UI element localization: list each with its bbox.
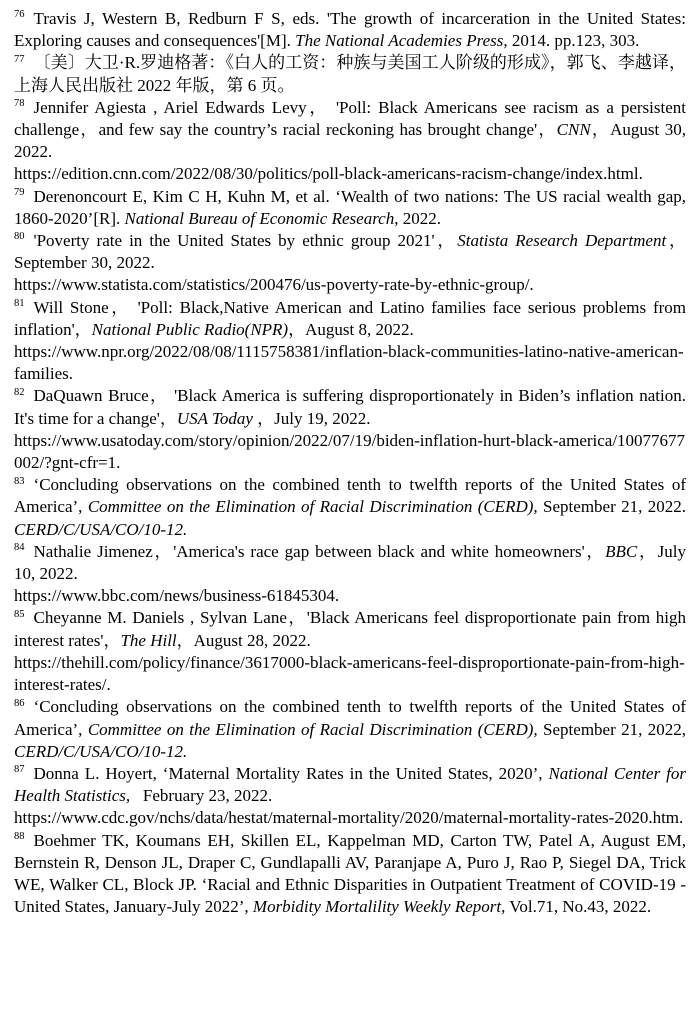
footnote-number: 76: [14, 9, 25, 21]
footnote-source-italic-text: National Bureau of Economic Research: [124, 208, 395, 228]
footnote-source-italic-text: CNN: [556, 120, 591, 140]
footnote-number: 79: [14, 186, 25, 198]
url-text: https://www.bbc.com/news/business-61845304.: [14, 586, 340, 606]
url-text: https://thehill.com/policy/finance/3617000-black-americans-feel-disproportionate-pain-from-high-interest-rates/.: [14, 652, 685, 695]
footnote-number: 77: [14, 53, 25, 65]
footnote-87: [14, 763, 686, 830]
footnote-83: [14, 474, 686, 541]
footnote-source-italic-text: Committee on the Elimination of Racial Discrimination (CERD),: [87, 719, 538, 739]
footnote-source-italic-text: Committee on the Elimination of Racial Discrimination (CERD),: [87, 497, 538, 517]
footnote-88: [14, 830, 686, 919]
footnote-84: [14, 541, 686, 608]
footnote-text: Nathalie Jimenez，'America's race gap between black and white homeowners'，: [33, 541, 606, 561]
footnote-text: ，September 30, 2022.: [14, 231, 686, 273]
footnote-82: [14, 385, 686, 474]
footnote-86: [14, 696, 686, 763]
url-text: https://www.cdc.gov/nchs/data/hestat/maternal-mortality/2020/maternal-mortality-rates-2020.htm.: [14, 808, 684, 828]
footnote-number: 81: [14, 297, 25, 309]
footnote-number: 80: [14, 231, 25, 243]
footnote-text: Will Stone， 'Poll: Black,Native American and Latino families face serious problems from inflation'，: [14, 297, 686, 339]
footnote-source-italic-text: The National Academies Press: [295, 31, 504, 51]
footnote-source-italic-text: CERD/C/USA/CO/10-12.: [14, 519, 188, 539]
footnote-number: 85: [14, 608, 25, 620]
footnote-source-italic-text: Statista Research Department: [457, 231, 667, 251]
url-text: https://www.npr.org/2022/08/08/1115758381/inflation-black-communities-latino-native-american-families.: [14, 342, 684, 384]
footnote-76: [14, 8, 686, 52]
footnote-number: 87: [14, 764, 25, 776]
footnote-source-italic-text: The Hill: [120, 630, 177, 650]
footnote-number: 83: [14, 475, 25, 487]
footnote-text: ，August 8, 2022.: [288, 319, 414, 339]
footnote-list: [14, 8, 686, 918]
footnote-81: [14, 297, 686, 386]
footnote-text: , 2014. pp.123, 303.: [503, 31, 640, 51]
footnote-text: 〔美〕大卫·R.罗迪格著：《白人的工资：种族与美国工人阶级的形成》，郭飞、李越译，上海人民出版社 2022 年版，第 6 页。: [14, 53, 686, 95]
footnote-text: Travis J, Western B, Redburn F S, eds. 'The growth of incarceration in the United States: Exploring causes and consequences'[M].: [14, 9, 686, 51]
footnote-text: ‘Concluding observations on the combined tenth to twelfth reports of the United States of America’,: [14, 475, 686, 517]
footnote-number: 86: [14, 697, 25, 709]
footnote-85: [14, 607, 686, 696]
footnote-number: 82: [14, 386, 25, 398]
footnote-text: Boehmer TK, Koumans EH, Skillen EL, Kappelman MD, Carton TW, Patel A, August EM, Bernstein R, Denson JL, Draper C, Gundlapalli AV, Paranjape A, Puro J, Rao P, Siegel DA, Trick WE, Walker CL, Block JP. ‘Racial and Ethnic Disparities in Outpatient Treatment of COVID-19 - United States, January-July 2022’,: [14, 830, 686, 917]
footnote-text: , 2022.: [394, 208, 441, 228]
footnote-source-italic-text: National Public Radio(NPR): [91, 319, 289, 339]
url-text: https://www.statista.com/statistics/200476/us-poverty-rate-by-ethnic-group/.: [14, 275, 534, 295]
footnote-text: ，July 10, 2022.: [14, 541, 686, 584]
url-text: https://edition.cnn.com/2022/08/30/politics/poll-black-americans-racism-change/index.html.: [14, 164, 643, 184]
footnote-text: Donna L. Hoyert, ‘Maternal Mortality Rates in the United States, 2020’,: [33, 763, 549, 783]
footnote-text: Jennifer Agiesta , Ariel Edwards Levy， 'Poll: Black Americans see racism as a persistent challenge，and few say the country’s racial reckoning has brought change'，: [14, 97, 686, 140]
footnote-78: [14, 97, 686, 186]
footnote-79: [14, 186, 686, 230]
footnote-77: [14, 52, 686, 96]
footnote-text: ‘Concluding observations on the combined tenth to twelfth reports of the United States of America’,: [14, 697, 686, 739]
footnote-80: [14, 230, 686, 297]
footnote-source-italic-text: Morbidity Mortalility Weekly Report,: [252, 897, 506, 917]
footnote-source-italic-text: CERD/C/USA/CO/10-12.: [14, 741, 188, 761]
footnote-text: ，August 28, 2022.: [176, 630, 311, 650]
footnote-text: Cheyanne M. Daniels , Sylvan Lane，'Black Americans feel disproportionate pain from high interest rates'，: [14, 608, 686, 650]
footnote-text: ，July 19, 2022.: [252, 408, 371, 428]
footnote-text: September 21, 2022.: [537, 497, 687, 517]
footnote-number: 88: [14, 830, 25, 842]
footnote-text: Vol.71, No.43, 2022.: [505, 897, 652, 917]
url-text: https://www.usatoday.com/story/opinion/2022/07/19/biden-inflation-hurt-black-america/10077677002/?gnt-cfr=1.: [14, 430, 686, 473]
footnote-source-italic-text: USA Today: [176, 408, 253, 428]
footnote-text: September 21, 2022,: [537, 719, 687, 739]
footnote-text: ，August 30, 2022.: [14, 120, 686, 162]
footnote-text: Derenoncourt E, Kim C H, Kuhn M, et al. ‘Wealth of two nations: The US racial wealth gap, 1860-2020’[R].: [14, 186, 686, 228]
footnote-text: DaQuawn Bruce， 'Black America is suffering disproportionately in Biden’s inflation nation. It's time for a change'，: [14, 386, 686, 428]
footnote-source-italic-text: BBC: [605, 541, 638, 561]
footnote-number: 78: [14, 98, 25, 110]
footnote-number: 84: [14, 542, 25, 554]
footnote-source-italic-text: National Center for Health Statistics,: [14, 763, 686, 806]
footnote-text: February 23, 2022.: [130, 786, 273, 806]
footnote-text: 'Poverty rate in the United States by ethnic group 2021'，: [33, 231, 458, 251]
